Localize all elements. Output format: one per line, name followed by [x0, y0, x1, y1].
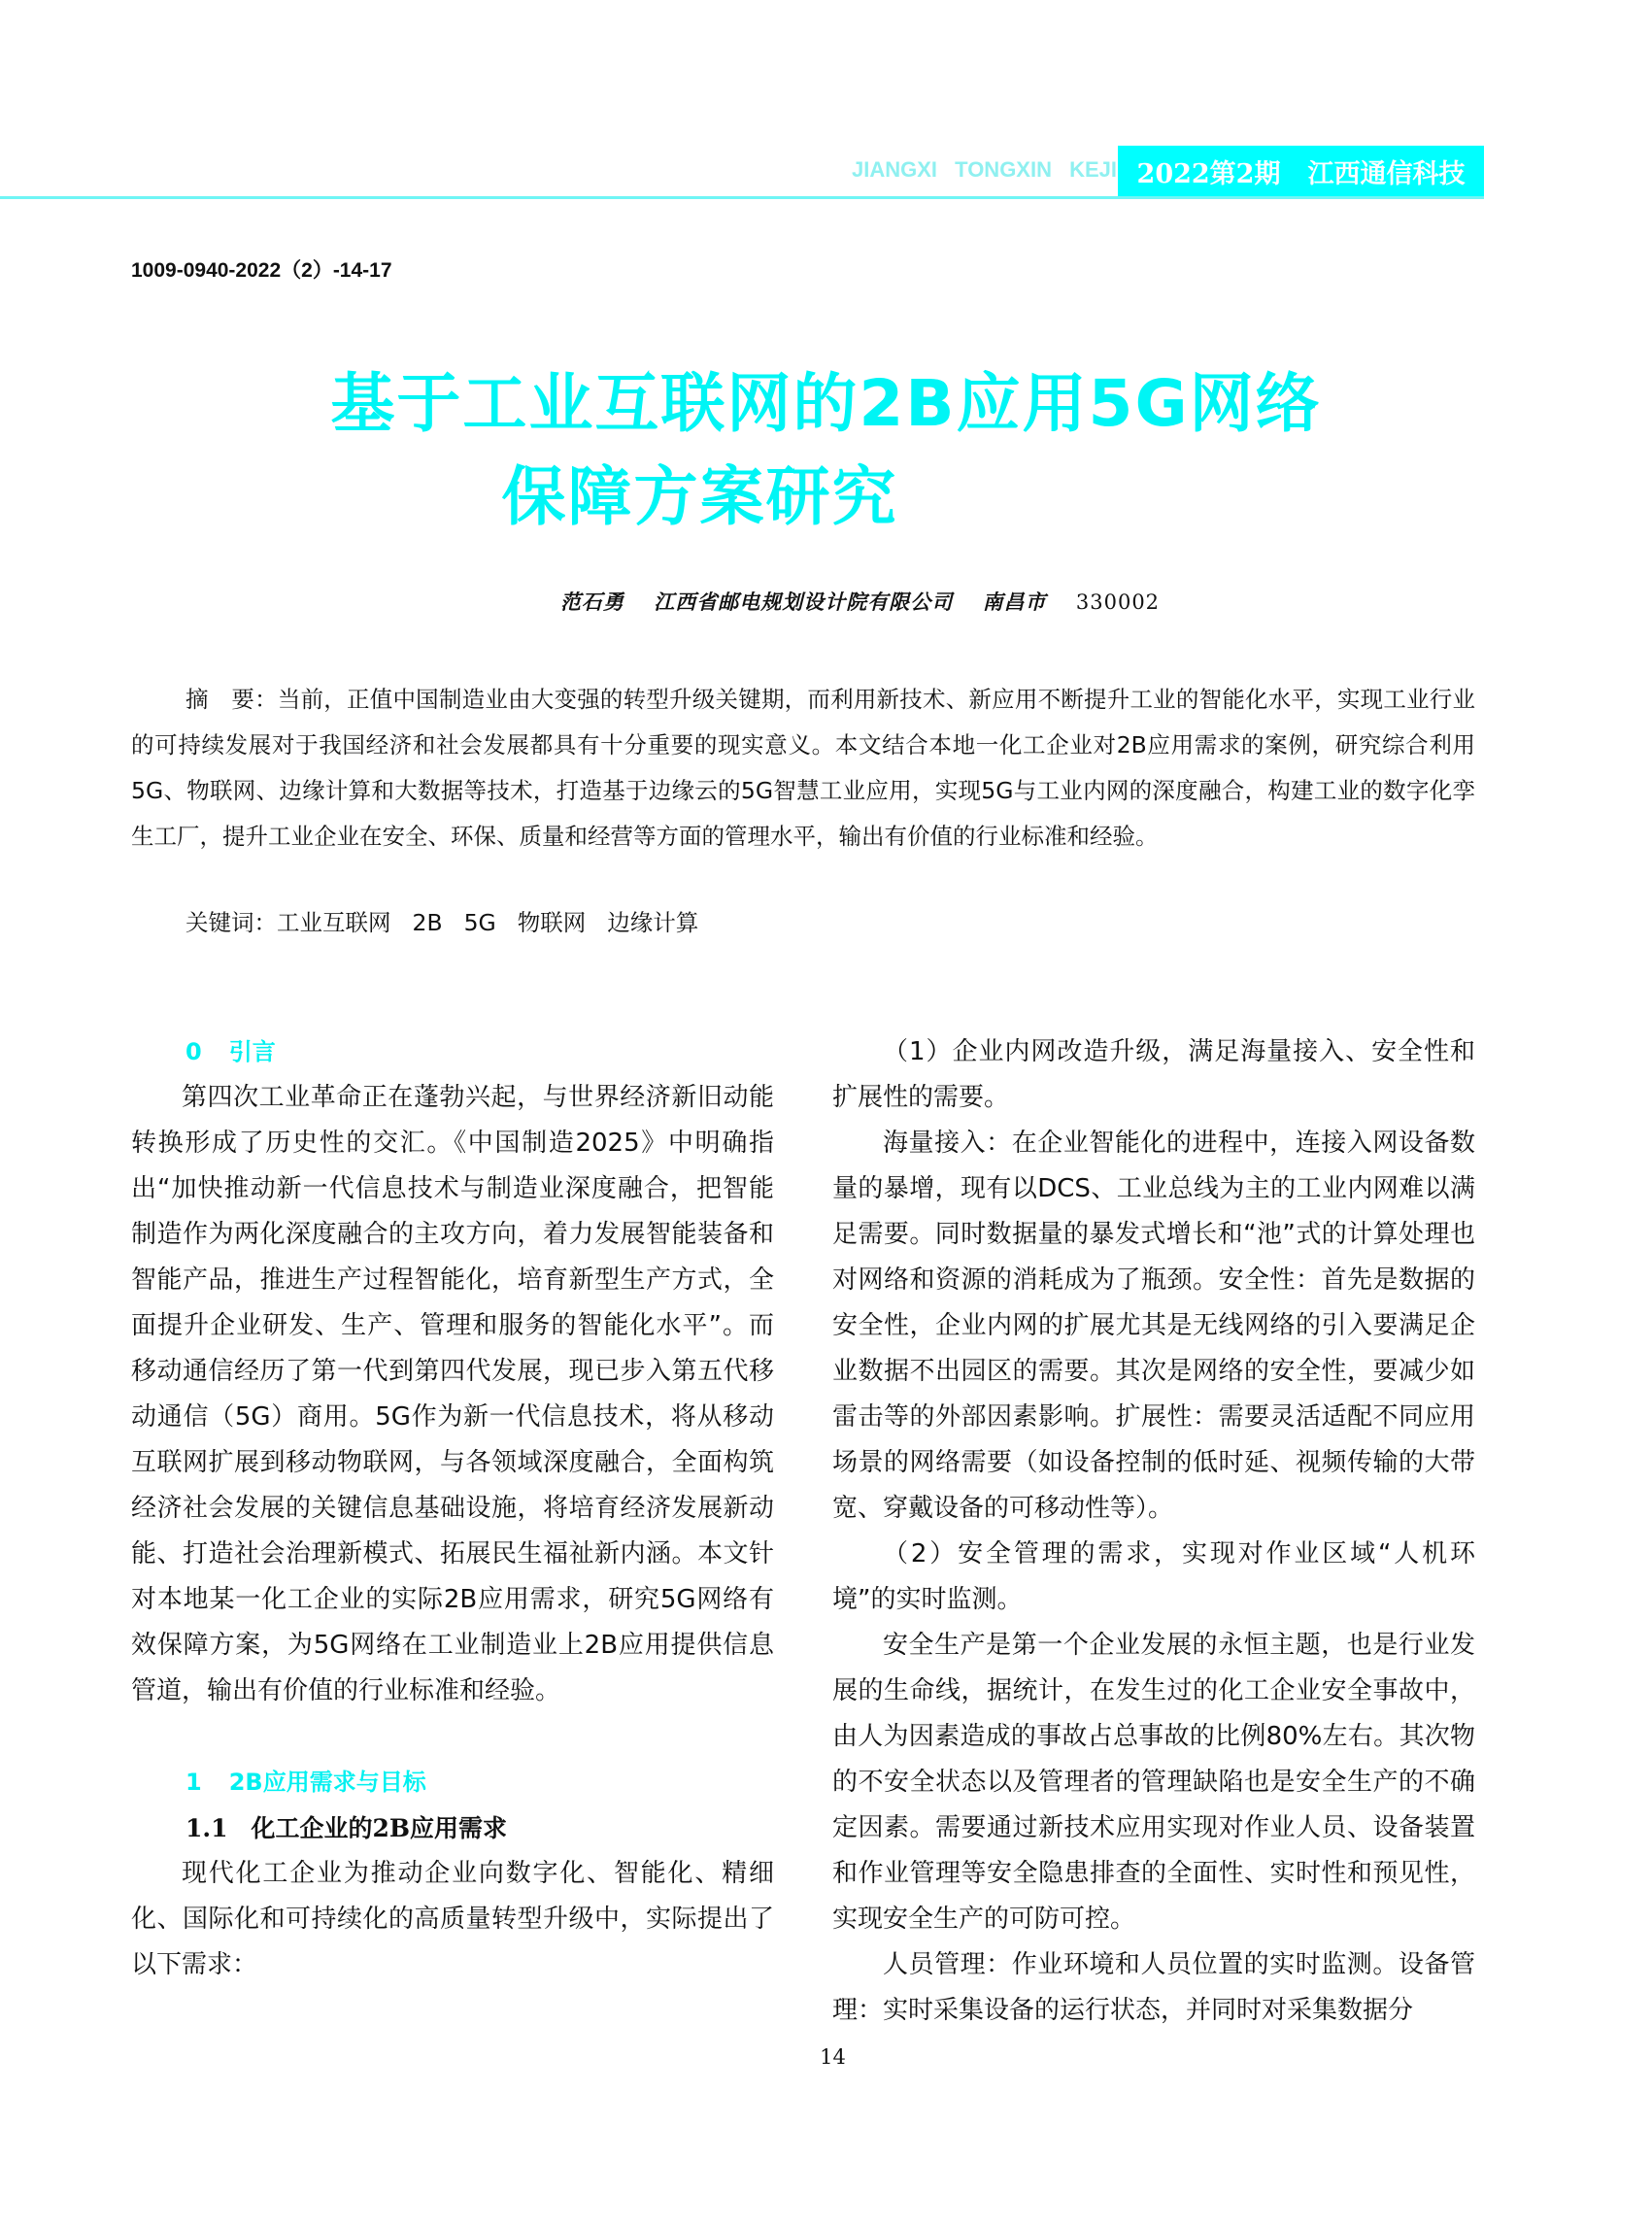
issue-label: 2022第2期	[1136, 158, 1281, 189]
journal-name-english: JIANGXI TONGXIN KEJI	[852, 157, 1117, 182]
author-city: 南昌市	[982, 590, 1047, 614]
body-paragraph: （1）企业内网改造升级，满足海量接入、安全性和扩展性的需要。	[832, 1037, 1475, 1112]
abstract	[131, 677, 1475, 860]
header-divider	[0, 196, 1484, 199]
section-title: 2B应用需求与目标	[228, 1769, 426, 1796]
keyword: 工业互联网	[277, 909, 391, 936]
article-title-line-2: 保障方案研究	[501, 459, 898, 534]
page-number: 14	[820, 2045, 846, 2069]
body-paragraph: 海量接入：在企业智能化的进程中，连接入网设备数量的暴增，现有以DCS、工业总线为主的工业内网难以满足需要。同时数据量的暴发式增长和“池”式的计算处理也对网络和资源的消耗成为了瓶颈。安全性：首先是数据的安全性，企业内网的扩展尤其是无线网络的引入要满足企业数据不出园区的需要。其次是网络的安全性，要减少如雷击等的外部因素影响。扩展性：需要灵活适配不同应用场景的网络需要（如设备控制的低时延、视频传输的大带宽、穿戴设备的可移动性等）。	[832, 1129, 1475, 1523]
author-postcode: 330002	[1075, 590, 1161, 614]
body-paragraph: （2）安全管理的需求，实现对作业区域“人机环境”的实时监测。	[832, 1539, 1475, 1614]
keyword: 5G	[463, 909, 496, 936]
abstract-label: 摘 要：	[185, 686, 278, 713]
author-affiliation: 江西省邮电规划设计院有限公司	[654, 590, 954, 614]
section-number: 1	[185, 1769, 202, 1796]
section-spacer	[131, 1714, 774, 1760]
keyword: 边缘计算	[607, 909, 699, 936]
left-column	[131, 1029, 774, 1988]
body-paragraph: 安全生产是第一个企业发展的永恒主题，也是行业发展的生命线，据统计，在发生过的化工企业安全事故中，由人为因素造成的事故占总事故的比例80%左右。其次物的不安全状态以及管理者的管理缺陷也是安全生产的不确定因素。需要通过新技术应用实现对作业人员、设备装置和作业管理等安全隐患排查的全面性、实时性和预见性，实现安全生产的可防可控。	[832, 1631, 1475, 1934]
section-heading-0	[131, 1029, 774, 1075]
abstract-text: 当前，正值中国制造业由大变强的转型升级关键期，而利用新技术、新应用不断提升工业的智能化水平，实现工业行业的可持续发展对于我国经济和社会发展都具有十分重要的现实意义。本文结合本地一化工企业对2B应用需求的案例，研究综合利用5G、物联网、边缘计算和大数据等技术，打造基于边缘云的5G智慧工业应用，实现5G与工业内网的深度融合，构建工业的数字化孪生工厂，提升工业企业在安全、环保、质量和经营等方面的管理水平，输出有价值的行业标准和经验。	[131, 686, 1476, 850]
journal-name-chinese: 江西通信科技	[1307, 158, 1466, 189]
document-code: 1009-0940-2022（2）-14-17	[131, 259, 392, 282]
section-heading-1	[131, 1760, 774, 1805]
subsection-heading-1-1	[131, 1805, 774, 1851]
section-title: 引言	[228, 1038, 276, 1065]
intro-paragraph: 第四次工业革命正在蓬勃兴起，与世界经济新旧动能转换形成了历史性的交汇。《中国制造2025》中明确指出“加快推动新一代信息技术与制造业深度融合，把智能制造作为两化深度融合的主攻方向，着力发展智能装备和智能产品，推进生产过程智能化，培育新型生产方式，全面提升企业研发、生产、管理和服务的智能化水平”。而移动通信经历了第一代到第四代发展，现已步入第五代移动通信（5G）商用。5G作为新一代信息技术，将从移动互联网扩展到移动物联网，与各领域深度融合，全面构筑经济社会发展的关键信息基础设施，将培育经济发展新动能、打造社会治理新模式、拓展民生福祉新内涵。本文针对本地某一化工企业的实际2B应用需求，研究5G网络有效保障方案，为5G网络在工业制造业上2B应用提供信息管道，输出有价值的行业标准和经验。	[131, 1083, 774, 1705]
section-number: 0	[185, 1038, 202, 1065]
keyword: 物联网	[517, 909, 587, 936]
author-line	[0, 587, 1652, 616]
keywords-label: 关键词：	[185, 909, 277, 936]
body-paragraph: 现代化工企业为推动企业向数字化、智能化、精细化、国际化和可持续化的高质量转型升级中，实际提出了以下需求：	[131, 1859, 774, 1979]
subsection-title: 化工企业的2B应用需求	[251, 1814, 508, 1842]
subsection-number: 1.1	[185, 1814, 228, 1842]
right-column	[832, 1029, 1475, 2034]
body-paragraph: 人员管理：作业环境和人员位置的实时监测。设备管理：实时采集设备的运行状态，并同时对采集数据分	[832, 1950, 1475, 2025]
author-name: 范石勇	[559, 590, 624, 614]
journal-issue-banner	[1118, 146, 1484, 196]
keyword: 2B	[412, 909, 443, 936]
keywords	[185, 900, 720, 946]
article-title-line-1: 基于工业互联网的2B应用5G网络	[330, 366, 1322, 441]
